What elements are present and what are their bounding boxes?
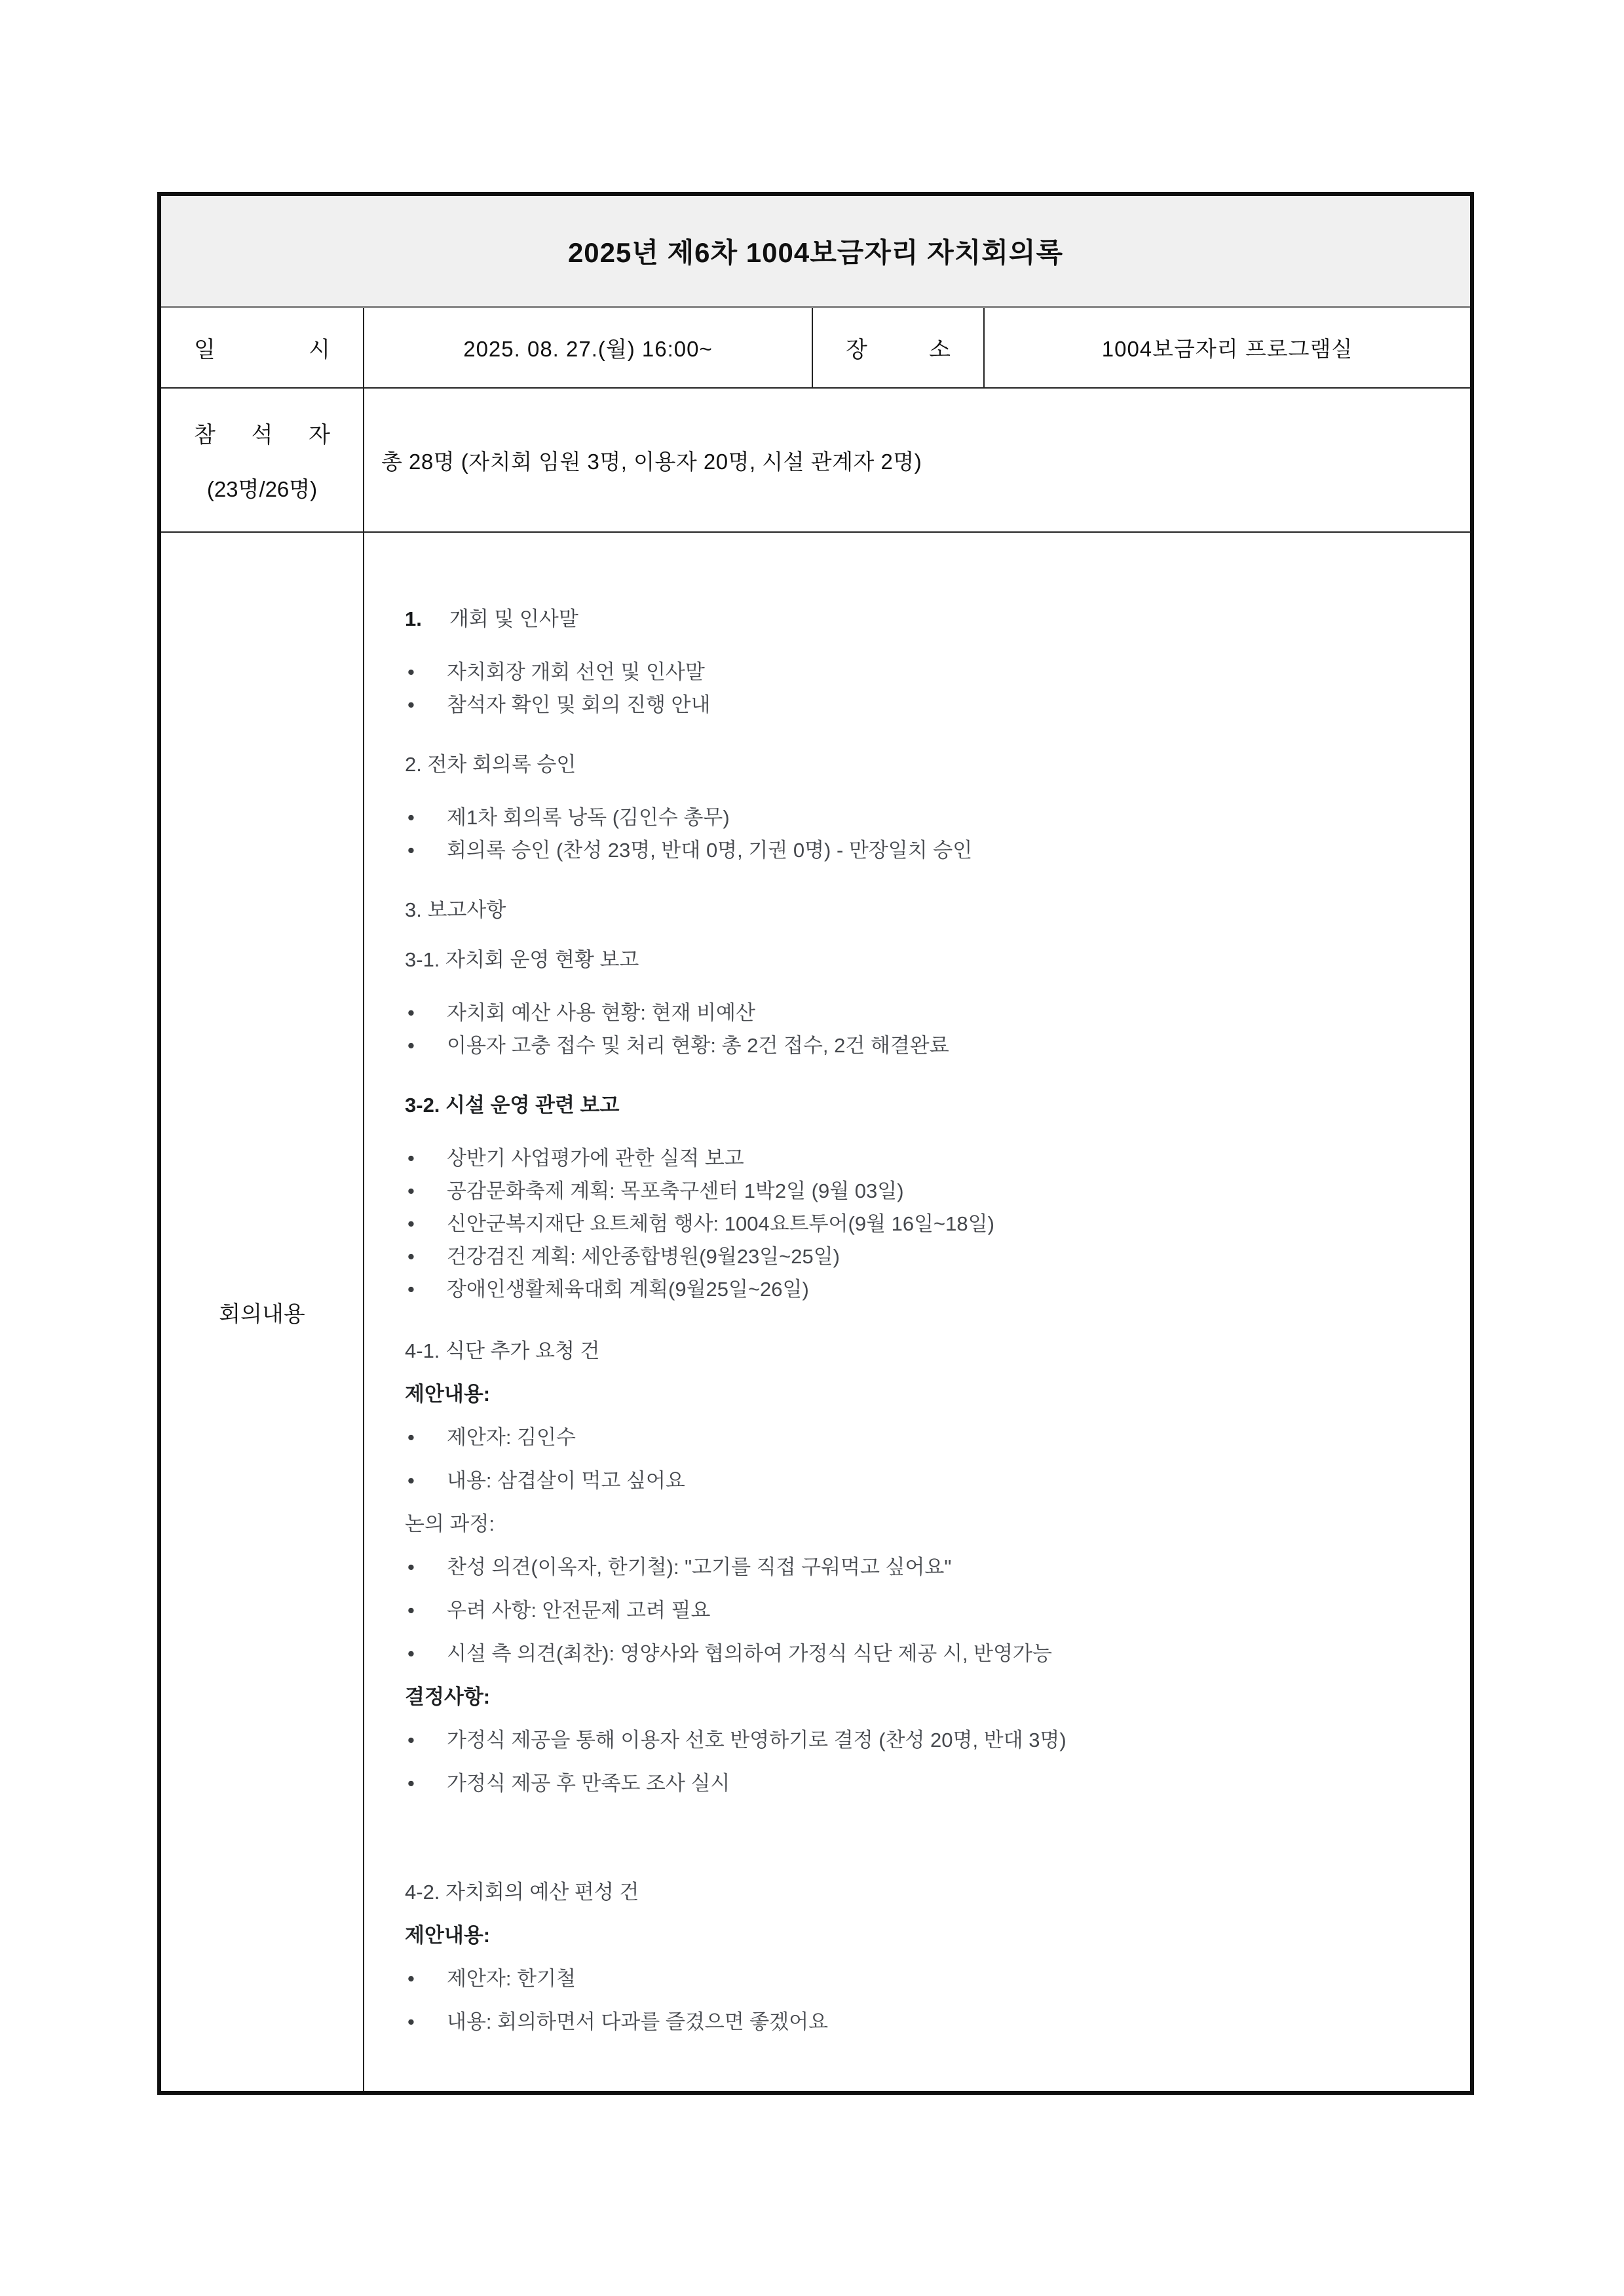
attendees-label: 참 석 자 <box>194 423 330 448</box>
section-2-heading: 2. 전차 회의록 승인 <box>405 753 576 776</box>
content-label-cell <box>161 533 364 2091</box>
list-item: • 제안자: 김인수 <box>405 1416 1444 1459</box>
list-item: • 건강검진 계획: 세안종합병원(9월23일~25일) <box>405 1240 1444 1273</box>
meeting-content <box>364 533 1470 2091</box>
agenda-1-decision-list <box>405 1719 1444 1805</box>
attendees-value: 총 28명 (자치회 임원 3명, 이용자 20명, 시설 관계자 2명) <box>381 449 922 474</box>
location-label: 장 소 <box>846 337 951 362</box>
attendees-label-cell <box>161 389 364 531</box>
list-item: • 상반기 사업평가에 관한 실적 보고 <box>405 1142 1444 1175</box>
agenda-1-decision-label: 결정사항: <box>405 1685 491 1708</box>
section-3-2-list <box>405 1142 1444 1306</box>
section-1-heading <box>405 603 1444 635</box>
agenda-1-discussion-list <box>405 1546 1444 1675</box>
list-item: • 내용: 삼겹살이 먹고 싶어요 <box>405 1459 1444 1502</box>
attendees-row <box>161 389 1470 533</box>
content-label: 회의내용 <box>219 1301 305 1327</box>
section-1-number: 1. <box>405 607 422 630</box>
datetime-label: 일 시 <box>194 337 330 362</box>
list-item: • 이용자 고충 접수 및 처리 현황: 총 2건 접수, 2건 해결완료 <box>405 1029 1444 1062</box>
minutes-table <box>157 192 1474 2095</box>
section-3-1-list <box>405 997 1444 1062</box>
datetime-value: 2025. 08. 27.(월) 16:00~ <box>364 308 813 387</box>
location-value: 1004보금자리 프로그램실 <box>1101 337 1353 361</box>
agenda-1-proposal-label: 제안내용: <box>405 1383 491 1406</box>
list-item: • 자치회장 개회 선언 및 인사말 <box>405 656 1444 689</box>
content-row <box>161 533 1470 2091</box>
datetime-label-cell <box>161 308 364 387</box>
list-item: • 제1차 회의록 낭독 (김인수 총무) <box>405 801 1444 834</box>
list-item: • 회의록 승인 (찬성 23명, 반대 0명, 기권 0명) - 만장일치 승인 <box>405 834 1444 867</box>
agenda-1-heading: 4-1. 식단 추가 요청 건 <box>405 1339 600 1362</box>
list-item: • 신안군복지재단 요트체험 행사: 1004요트투어(9월 16일~18일) <box>405 1208 1444 1240</box>
agenda-1-discussion-label: 논의 과정: <box>405 1512 495 1535</box>
agenda-1-proposal-list <box>405 1416 1444 1502</box>
list-item: • 찬성 의견(이옥자, 한기철): "고기를 직접 구워먹고 싶어요" <box>405 1546 1444 1589</box>
list-item: • 시설 측 의견(최찬): 영양사와 협의하여 가정식 식단 제공 시, 반영가능 <box>405 1632 1444 1675</box>
section-3-2-heading: 3-2. 시설 운영 관련 보고 <box>405 1094 620 1117</box>
list-item: • 가정식 제공을 통해 이용자 선호 반영하기로 결정 (찬성 20명, 반대 3명) <box>405 1719 1444 1762</box>
section-3-1-heading: 3-1. 자치회 운영 현황 보고 <box>405 948 639 971</box>
list-item: • 우려 사항: 안전문제 고려 필요 <box>405 1589 1444 1632</box>
location-label-cell <box>813 308 985 387</box>
list-item: • 자치회 예산 사용 현황: 현재 비예산 <box>405 997 1444 1029</box>
datetime-location-row <box>161 308 1470 389</box>
section-1-list <box>405 656 1444 721</box>
list-item: • 참석자 확인 및 회의 진행 안내 <box>405 689 1444 721</box>
agenda-1-section <box>405 1330 1444 2044</box>
attendees-count: (23명/26명) <box>206 477 318 501</box>
section-3-heading: 3. 보고사항 <box>405 898 506 921</box>
section-2-list <box>405 801 1444 867</box>
list-item: • 공감문화축제 계획: 목포축구센터 1박2일 (9월 03일) <box>405 1175 1444 1208</box>
list-item: • 장애인생활체육대회 계획(9월25일~26일) <box>405 1273 1444 1306</box>
document-title: 2025년 제6차 1004보금자리 자치회의록 <box>567 237 1064 268</box>
list-item: • 가정식 제공 후 만족도 조사 실시 <box>405 1762 1444 1805</box>
list-item: • 내용: 회의하면서 다과를 즐겼으면 좋겠어요 <box>405 2000 1444 2044</box>
agenda-2-proposal-list <box>405 1957 1444 2044</box>
title-row <box>161 196 1470 308</box>
agenda-2-heading: 4-2. 자치회의 예산 편성 건 <box>405 1881 639 1904</box>
agenda-2-proposal-label: 제안내용: <box>405 1924 491 1947</box>
list-item: • 제안자: 한기철 <box>405 1957 1444 2000</box>
section-1-title: 개회 및 인사말 <box>449 607 578 630</box>
